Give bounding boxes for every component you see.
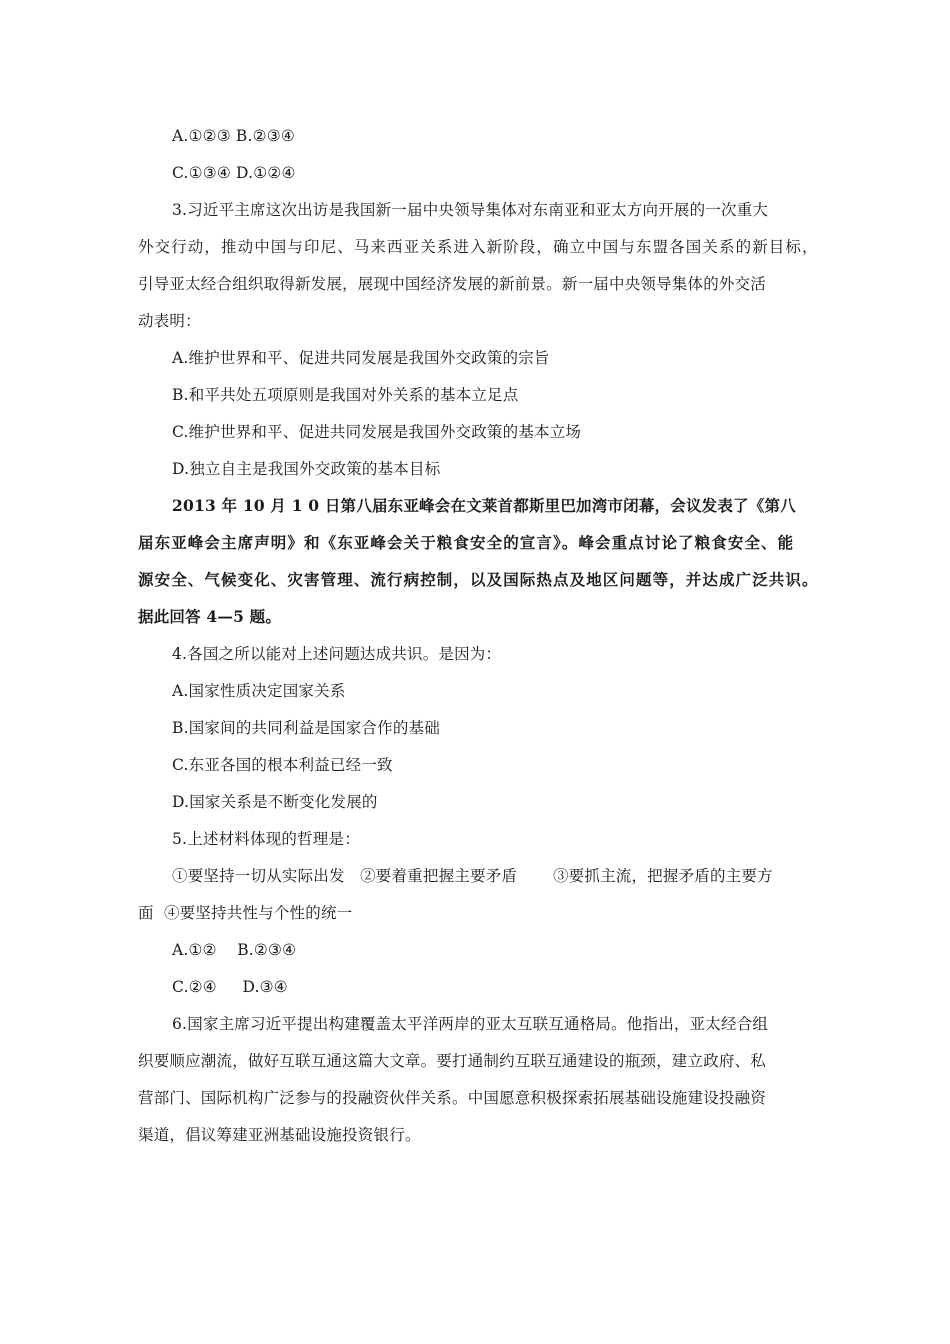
q5-options-ab: A.①② B.②③④ (172, 941, 297, 959)
q3-option-a: A.维护世界和平、促进共同发展是我国外交政策的宗旨 (172, 349, 550, 367)
material-line-2: 届东亚峰会主席声明》和《东亚峰会关于粮食安全的宣言》。峰会重点讨论了粮食安全、能 (138, 533, 795, 552)
q5-statements-line-2: 面 ④要坚持共性与个性的统一 (138, 904, 353, 922)
q4-stem: 4.各国之所以能对上述问题达成共识。是因为： (172, 645, 502, 663)
q4-option-c: C.东亚各国的根本利益已经一致 (172, 756, 393, 774)
q3-option-c: C.维护世界和平、促进共同发展是我国外交政策的基本立场 (172, 423, 582, 441)
q2-options-cd: C.①③④ D.①②④ (172, 164, 296, 182)
material-line-3: 源安全、气候变化、灾害管理、流行病控制，以及国际热点及地区问题等，并达成广泛共识。 (138, 570, 819, 589)
q6-stem-line-3: 营部门、国际机构广泛参与的投融资伙伴关系。中国愿意积极探索拓展基础设施建设投融资 (138, 1089, 767, 1107)
q4-option-a: A.国家性质决定国家关系 (172, 682, 346, 700)
material-line-4: 据此回答 4—5 题。 (138, 607, 282, 626)
q6-stem-line-1: 6.国家主席习近平提出构建覆盖太平洋两岸的亚太互联互通格局。他指出，亚太经合组 (172, 1015, 769, 1033)
q3-stem-line-3: 引导亚太经合组织取得新发展，展现中国经济发展的新前景。新一届中央领导集体的外交活 (138, 275, 767, 293)
q3-option-d: D.独立自主是我国外交政策的基本目标 (172, 460, 441, 478)
q4-option-b: B.国家间的共同利益是国家合作的基础 (172, 719, 440, 737)
q4-option-d: D.国家关系是不断变化发展的 (172, 793, 378, 811)
q5-stem: 5.上述材料体现的哲理是： (172, 830, 360, 848)
q5-options-cd: C.②④ D.③④ (172, 978, 288, 996)
q3-option-b: B.和平共处五项原则是我国对外关系的基本立足点 (172, 386, 519, 404)
q6-stem-line-2: 织要顺应潮流，做好互联互通这篇大文章。要打通制约互联互通建设的瓶颈，建立政府、私 (138, 1052, 767, 1070)
q2-options-ab: A.①②③ B.②③④ (172, 127, 295, 145)
material-line-1: 2013 年 10 月 1 0 日第八届东亚峰会在文莱首都斯里巴加湾市闭幕，会议发表了《第八 (172, 496, 796, 515)
q6-stem-line-4: 渠道，倡议筹建亚洲基础设施投资银行。 (138, 1126, 421, 1144)
q3-stem-line-1: 3.习近平主席这次出访是我国新一届中央领导集体对东南亚和亚太方向开展的一次重大 (172, 201, 769, 219)
q5-statements-line-1: ①要坚持一切从实际出发 ②要着重把握主要矛盾 ③要抓主流，把握矛盾的主要方 (172, 867, 773, 885)
q3-stem-line-2: 外交行动，推动中国与印尼、马来西亚关系进入新阶段，确立中国与东盟各国关系的新目标， (138, 238, 819, 256)
q3-stem-line-4: 动表明： (138, 312, 201, 330)
